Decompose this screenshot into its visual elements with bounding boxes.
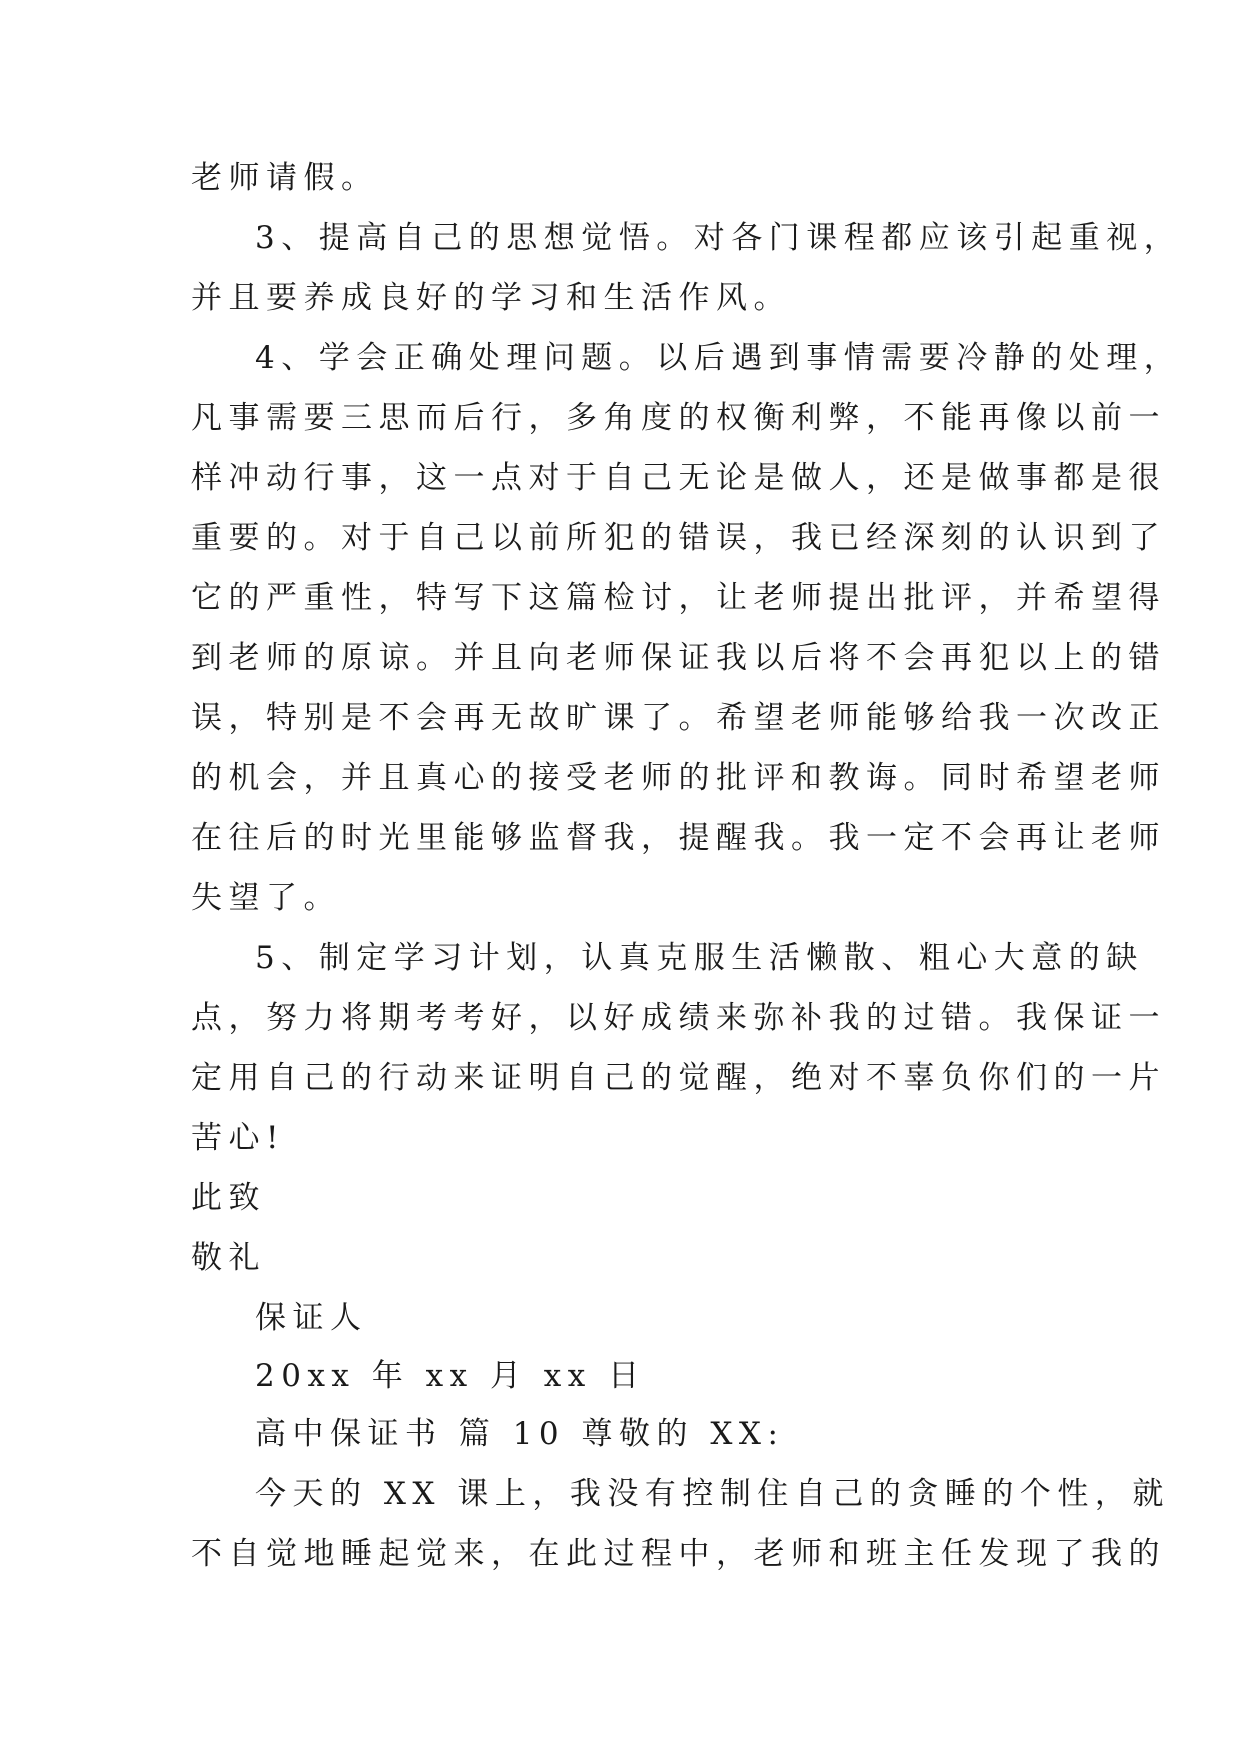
text-line: 并且要养成良好的学习和生活作风。 (191, 280, 791, 316)
text-line: 4、学会正确处理问题。以后遇到事情需要冷静的处理， (255, 340, 1182, 376)
signature-line: 保证人 (255, 1300, 368, 1336)
text-line: 的机会，并且真心的接受老师的批评和教诲。同时希望老师 (191, 760, 1166, 796)
text-line: 在往后的时光里能够监督我，提醒我。我一定不会再让老师 (191, 820, 1166, 856)
text-line: 不自觉地睡起觉来，在此过程中，老师和班主任发现了我的 (191, 1536, 1166, 1572)
text-line: 误，特别是不会再无故旷课了。希望老师能够给我一次改正 (191, 700, 1166, 736)
text-line: 点，努力将期考考好，以好成绩来弥补我的过错。我保证一 (191, 1000, 1166, 1036)
text-line: 样冲动行事，这一点对于自己无论是做人，还是做事都是很 (191, 460, 1166, 496)
text-line: 3、提高自己的思想觉悟。对各门课程都应该引起重视， (255, 220, 1182, 256)
text-line: 5、制定学习计划，认真克服生活懒散、粗心大意的缺 (255, 940, 1144, 976)
text-line: 重要的。对于自己以前所犯的错误，我已经深刻的认识到了 (191, 520, 1166, 556)
salutation-line: 此致 (191, 1180, 266, 1216)
text-line: 它的严重性，特写下这篇检讨，让老师提出批评，并希望得 (191, 580, 1166, 616)
text-line: 老师请假。 (191, 160, 379, 196)
salutation-line: 敬礼 (191, 1240, 266, 1276)
text-line: 失望了。 (191, 880, 341, 916)
text-line: 凡事需要三思而后行，多角度的权衡利弊，不能再像以前一 (191, 400, 1166, 436)
section-heading: 高中保证书 篇 10 尊敬的 XX: (255, 1416, 785, 1452)
text-line: 苦心! (191, 1120, 285, 1156)
text-line: 今天的 XX 课上，我没有控制住自己的贪睡的个性，就 (255, 1476, 1170, 1512)
date-line: 20xx 年 xx 月 xx 日 (255, 1358, 646, 1394)
text-line: 到老师的原谅。并且向老师保证我以后将不会再犯以上的错 (191, 640, 1166, 676)
text-line: 定用自己的行动来证明自己的觉醒，绝对不辜负你们的一片 (191, 1060, 1166, 1096)
